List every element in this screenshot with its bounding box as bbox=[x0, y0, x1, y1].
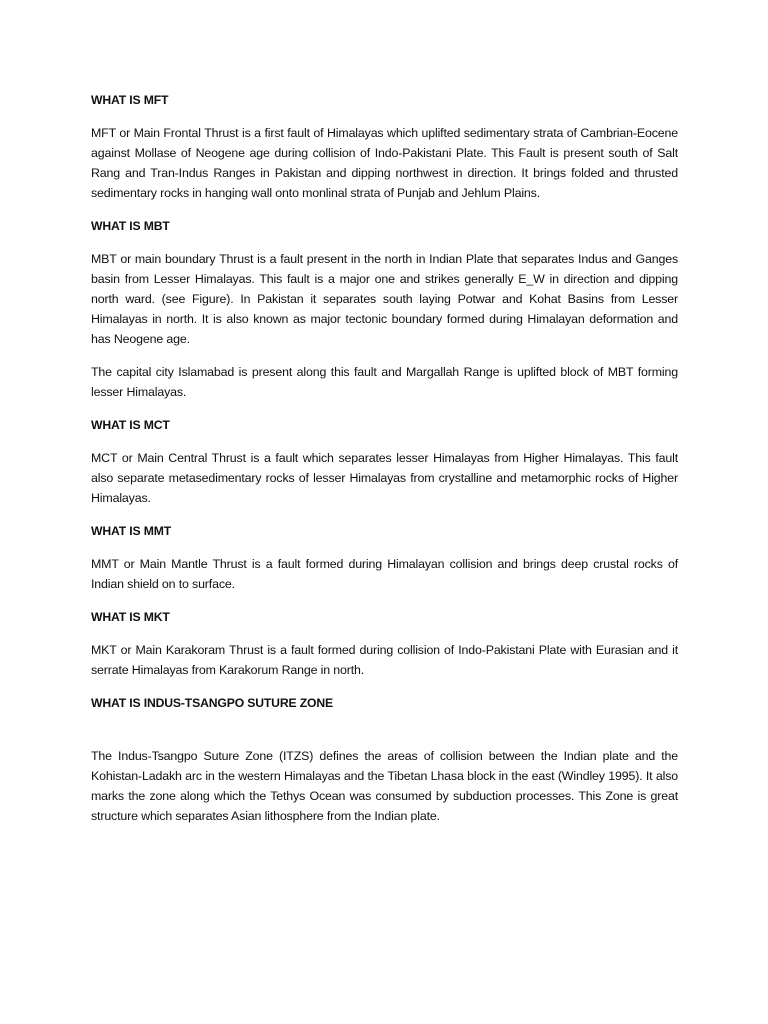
paragraph-mbt-1: MBT or main boundary Thrust is a fault present in the north in Indian Plate that separates Indus and Ganges basin from Lesser Himalayas. This fault is a major one and strikes generally E_W in direction and dipping north ward. (see Figure). In Pakistan it separates south laying Potwar and Kohat Basins from Lesser Himalayas in north. It is also known as major tectonic boundary formed during Himalayan deformation and has Neogene age. bbox=[91, 252, 678, 346]
paragraph-mct: MCT or Main Central Thrust is a fault which separates lesser Himalayas from Higher Himalayas. This fault also separate metasedimentary rocks of lesser Himalayas from crystalline and metamorphic rocks of Higher Himalayas. bbox=[91, 451, 678, 505]
paragraph-mmt: MMT or Main Mantle Thrust is a fault formed during Himalayan collision and brings deep crustal rocks of Indian shield on to surface. bbox=[91, 557, 678, 591]
paragraph-mkt: MKT or Main Karakoram Thrust is a fault formed during collision of Indo-Pakistani Plate with Eurasian and it serrate Himalayas from Karakorum Range in north. bbox=[91, 643, 678, 677]
paragraph-mbt-2: The capital city Islamabad is present along this fault and Margallah Range is uplifted block of MBT forming lesser Himalayas. bbox=[91, 365, 678, 399]
heading-itsz: WHAT IS INDUS-TSANGPO SUTURE ZONE bbox=[91, 696, 333, 710]
heading-mmt: WHAT IS MMT bbox=[91, 524, 172, 538]
paragraph-itsz: The Indus-Tsangpo Suture Zone (ITZS) defines the areas of collision between the Indian plate and the Kohistan-Ladakh arc in the western Himalayas and the Tibetan Lhasa block in the east (Windley 1995). It also marks the zone along which the Tethys Ocean was consumed by subduction processes. This Zone is great structure which separates Asian lithosphere from the Indian plate. bbox=[91, 749, 678, 823]
heading-mft: WHAT IS MFT bbox=[91, 93, 169, 107]
heading-mkt: WHAT IS MKT bbox=[91, 610, 170, 624]
document-page bbox=[91, 90, 678, 826]
paragraph-mft: MFT or Main Frontal Thrust is a first fault of Himalayas which uplifted sedimentary strata of Cambrian-Eocene against Mollase of Neogene age during collision of Indo-Pakistani Plate. This Fault is present south of Salt Rang and Tran-Indus Ranges in Pakistan and dipping northwest in direction. It brings folded and thrusted sedimentary rocks in hanging wall onto monlinal strata of Punjab and Jehlum Plains. bbox=[91, 126, 678, 200]
heading-mct: WHAT IS MCT bbox=[91, 418, 170, 432]
heading-mbt: WHAT IS MBT bbox=[91, 219, 170, 233]
